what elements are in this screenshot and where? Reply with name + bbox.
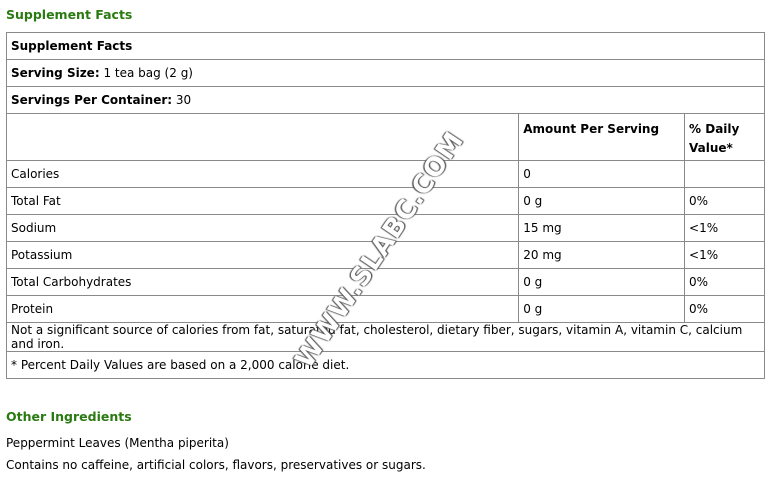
nutrient-amount: 0 g [519, 269, 685, 296]
table-row [7, 296, 765, 323]
nutrient-amount: 0 g [519, 188, 685, 215]
nutrient-amount: 20 mg [519, 242, 685, 269]
table-row [7, 188, 765, 215]
column-header-amount: Amount Per Serving [519, 114, 685, 161]
watermark: WWW.SLABC.COM [289, 126, 471, 374]
nutrient-daily-value: <1% [685, 242, 765, 269]
nutrient-amount: 15 mg [519, 215, 685, 242]
page-title: Supplement Facts [6, 7, 133, 22]
nutrient-daily-value [685, 161, 765, 188]
servings-per-container-cell [7, 87, 765, 114]
nutrient-daily-value: 0% [685, 296, 765, 323]
table-title: Supplement Facts [7, 33, 765, 60]
table-title-row [7, 33, 765, 60]
footnote-daily-values: * Percent Daily Values are based on a 2,000 calorie diet. [7, 352, 765, 379]
servings-per-container-row [7, 87, 765, 114]
table-row [7, 161, 765, 188]
column-header-row [7, 114, 765, 161]
nutrient-name: Sodium [7, 215, 519, 242]
serving-size-value: 1 tea bag (2 g) [103, 66, 193, 80]
nutrient-name: Potassium [7, 242, 519, 269]
table-row [7, 269, 765, 296]
servings-per-container-label: Servings Per Container: [11, 93, 173, 107]
nutrient-daily-value: 0% [685, 188, 765, 215]
nutrient-name: Protein [7, 296, 519, 323]
other-ingredients-title: Other Ingredients [6, 409, 132, 424]
serving-size-label: Serving Size: [11, 66, 100, 80]
nutrient-daily-value: <1% [685, 215, 765, 242]
column-header-daily-value: % Daily Value* [685, 114, 765, 161]
servings-per-container-value: 30 [175, 93, 192, 107]
ingredients-text: Peppermint Leaves (Mentha piperita) [6, 436, 229, 450]
footnote-row [7, 323, 765, 352]
nutrient-daily-value: 0% [685, 269, 765, 296]
serving-size-cell [7, 60, 765, 87]
footnote-row [7, 352, 765, 379]
contains-text: Contains no caffeine, artificial colors, flavors, preservatives or sugars. [6, 458, 426, 472]
footnote-significant: Not a significant source of calories from fat, saturated fat, cholesterol, dietary fiber, sugars, vitamin A, vitamin C, calcium and iron. [7, 323, 765, 352]
supplement-facts-table [6, 32, 765, 379]
nutrient-amount: 0 g [519, 296, 685, 323]
nutrient-name: Total Carbohydrates [7, 269, 519, 296]
nutrient-name: Calories [7, 161, 519, 188]
nutrient-name: Total Fat [7, 188, 519, 215]
serving-size-row [7, 60, 765, 87]
nutrient-amount: 0 [519, 161, 685, 188]
